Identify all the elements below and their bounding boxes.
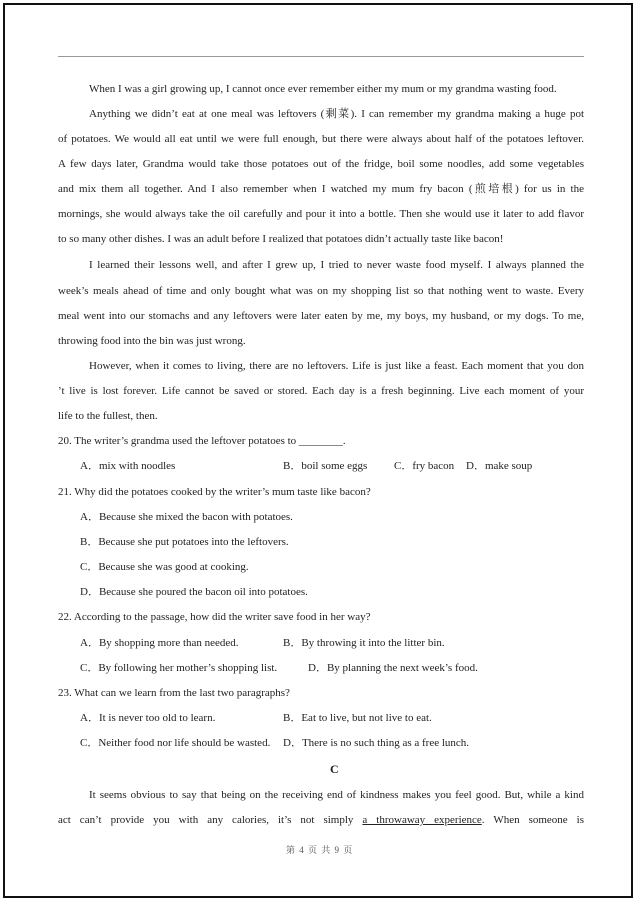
option-a: A．It is never too old to learn. [80,712,216,724]
option-b: B．Eat to live, but not live to eat. [283,712,432,724]
paragraph-4-line: life to the fullest, then. [58,410,158,422]
paragraph-2-line: A few days later, Grandma would take those potatoes out of the fridge, boil some noodles, add some vegetables [58,158,584,170]
question-23-stem: 23. What can we learn from the last two paragraphs? [58,687,290,699]
question-22-stem: 22. According to the passage, how did the writer save food in her way? [58,611,371,623]
paragraph-3-line: I learned their lessons well, and after I grew up, I tried to never waste food myself. I always planned the [89,259,584,271]
paragraph-3-line: week’s meals ahead of time and only bought what was on my shopping list so that nothing went to waste. Every [58,285,584,297]
question-20-stem [58,434,346,448]
option-d: D．By planning the next week’s food. [308,662,478,674]
question-20-text: 20. The writer’s grandma used the leftover potatoes to [58,435,299,447]
option-c: C．By following her mother’s shopping list. [80,662,278,674]
paragraph-3-line: throwing food into the bin was just wrong. [58,335,246,347]
option-a: A．mix with noodles [80,460,176,472]
underlined-phrase: a throwaway experience [362,814,482,826]
option-b: B．By throwing it into the litter bin. [283,637,445,649]
option-b: B．boil some eggs [283,460,368,472]
option-a: A．Because she mixed the bacon with potatoes. [80,511,293,523]
paragraph-2-line: of potatoes. We would all eat until we were full enough, but there were always about half of the potatoes leftover. [58,133,584,145]
paragraph-4-line: ’t live is lost forever. Life cannot be saved or stored. Each day is a fresh beginning. Live each moment of your [58,385,584,397]
paragraph-2-line: mornings, she would always take the oil carefully and pour it into a bottle. Then she would use it later to add flavor [58,208,584,220]
answer-blank: ________ [298,435,343,447]
option-b: B．Because she put potatoes into the leftovers. [80,536,289,548]
option-c: C．Neither food nor life should be wasted. [80,737,271,749]
option-d: D．Because she poured the bacon oil into potatoes. [80,586,308,598]
paragraph-4-line: However, when it comes to living, there are no leftovers. Life is just like a feast. Each moment that you don [89,360,584,372]
paragraph-1: When I was a girl growing up, I cannot once ever remember either my mum or my grandma wasting food. [89,83,557,95]
option-d: D．There is no such thing as a free lunch. [283,737,470,749]
page-number: 第 4 页 共 9 页 [286,845,354,855]
paragraph-2-line: Anything we didn’t eat at one meal was leftovers (剩菜). I can remember my grandma making a huge pot [89,108,584,120]
passage-c-text: . When someone is [481,814,584,826]
paragraph-3-line: meal went into our stomachs and any leftovers were later eaten by me, my boys, my husband, or my dogs. To me, [58,310,584,322]
passage-c-line: It seems obvious to say that being on the receiving end of kindness makes you feel good. But, while a kind [89,789,584,801]
section-heading: C [330,762,339,776]
question-20-end: . [342,435,346,447]
passage-c-text: act can’t provide you with any calories, it’s not simply [58,814,363,826]
question-21-stem: 21. Why did the potatoes cooked by the writer’s mum taste like bacon? [58,486,371,498]
option-c: C．fry bacon [394,460,455,472]
passage-c-line [58,813,584,827]
paragraph-2-line: to so many other dishes. I was an adult before I realized that potatoes didn’t actually taste like bacon! [58,233,504,245]
option-a: A．By shopping more than needed. [80,637,239,649]
option-d: D．make soup [466,460,533,472]
paragraph-2-line: and mix them all together. And I also remember when I watched my mum fry bacon (煎培根) for us in the [58,183,584,195]
option-c: C．Because she was good at cooking. [80,561,249,573]
header-rule [58,56,584,57]
